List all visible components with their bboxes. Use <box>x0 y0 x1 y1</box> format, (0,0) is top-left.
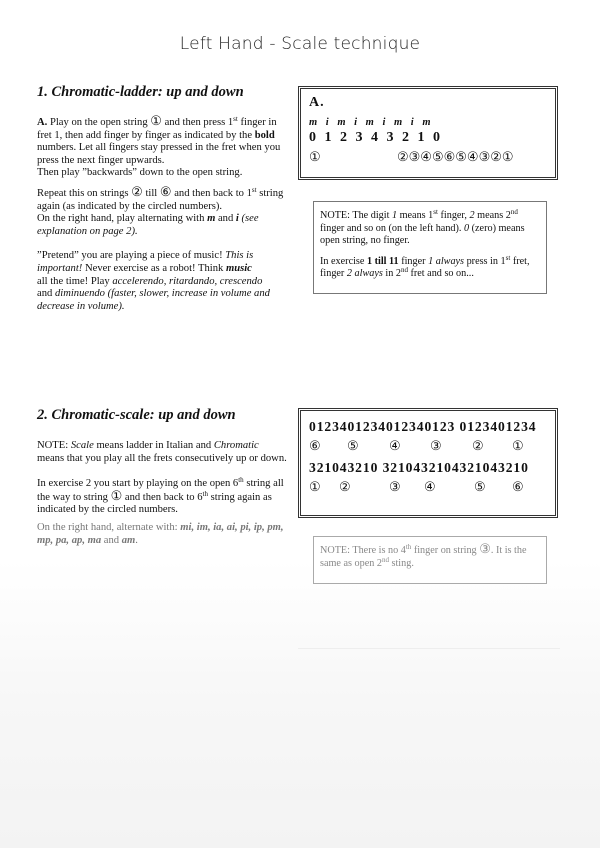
text: finger and so on (on the left hand). <box>320 222 464 234</box>
circled-string-number: ① <box>110 487 123 503</box>
text: sting. <box>388 557 414 569</box>
superscript: nd <box>400 266 408 275</box>
note-1-paragraph-2 <box>320 253 540 281</box>
section-1-paragraph-1 <box>37 113 287 180</box>
text: This is important! <box>37 250 254 274</box>
circled-string-number: ① <box>512 438 524 453</box>
text: and <box>215 213 236 225</box>
text: mi, im, ia, ai, pi, ip, pm, mp, pa, ap, ma <box>37 521 284 546</box>
section-2-paragraph-1 <box>37 440 287 465</box>
text: (zero) means open string, no finger. <box>320 222 525 247</box>
text: means 2 <box>474 210 511 221</box>
text: ”Pretend” you are playing a piece of music! <box>37 250 226 262</box>
text: NOTE: The digit <box>320 210 392 221</box>
note-box-1 <box>313 201 547 294</box>
text: 2 always <box>346 268 383 280</box>
text: Scale <box>70 440 94 451</box>
text: string again as indicated by the circled numbers. <box>37 491 272 516</box>
text: fret, finger <box>320 255 530 280</box>
text: (see explanation on page 2). <box>37 213 259 237</box>
circled-string-number: ⑤ <box>474 479 486 494</box>
section-2-paragraph-2 <box>37 478 287 517</box>
text: 1 always <box>428 255 465 267</box>
text: 1 till 11 <box>366 255 399 267</box>
right-hand-fingers: m i m i m i m i m <box>309 117 434 128</box>
text: accelerendo, ritardando, crescendo <box>112 275 263 287</box>
text: . <box>135 534 138 546</box>
superscript: nd <box>510 208 518 216</box>
string-circles-row-2 <box>309 479 547 497</box>
string-circles-row <box>309 149 547 165</box>
text: and <box>37 288 55 300</box>
superscript: th <box>405 543 412 551</box>
circled-string-number: ③ <box>430 438 442 453</box>
text: means 1 <box>397 210 434 221</box>
superscript: nd <box>381 555 389 564</box>
text: till <box>142 187 160 199</box>
faded-divider <box>298 648 560 651</box>
text: string all the way to string <box>37 478 284 503</box>
text: In exercise 2 you start by playing on the open 6 <box>37 478 239 490</box>
exercise-a-box-label: A. <box>309 95 325 110</box>
superscript: st <box>505 253 511 262</box>
string-circles-row-1 <box>309 438 547 456</box>
circled-string-number: ③ <box>389 479 401 494</box>
text: 2 <box>469 210 475 221</box>
section-2-paragraph-3 <box>37 522 287 547</box>
exercise-a-box <box>298 86 558 180</box>
text: Play on the open string <box>47 117 151 128</box>
text: means ladder in Italian and <box>93 440 214 451</box>
circled-string-number: ⑥ <box>512 479 524 494</box>
circled-string-number: ② <box>339 479 351 494</box>
text: Never exercise as a robot! Think <box>82 262 226 274</box>
section-1-heading: 1. Chromatic-ladder: up and down <box>37 84 244 100</box>
text: and then press 1 <box>161 117 234 128</box>
text: in 2 <box>382 268 401 280</box>
text: Chromatic <box>213 440 259 451</box>
text: string again (as indicated by the circled numbers). <box>37 187 284 212</box>
text: fret and so on... <box>407 268 474 280</box>
exercise-a-label: A. <box>37 117 48 128</box>
circled-string-start: ① <box>309 149 321 164</box>
page-title: Left Hand - Scale technique <box>179 34 421 54</box>
circled-string-number: ② <box>131 183 143 199</box>
text: finger in fret 1, then add finger by finger as indicated by the <box>37 117 277 141</box>
superscript: st <box>233 115 238 123</box>
text: press in 1 <box>464 255 506 267</box>
text: finger, <box>437 210 470 221</box>
text: 0 <box>464 222 470 234</box>
text: means that you play all the frets consecutively up or down. <box>37 452 287 464</box>
text: NOTE: There is no 4 <box>320 545 406 556</box>
exercise-2-box <box>298 408 558 518</box>
text: diminuendo (faster, slower, increase in volume and decrease in volume). <box>37 288 270 312</box>
text: and <box>101 534 122 546</box>
text: am <box>121 534 136 546</box>
finger-sequence-up: 012340123401234012​3 0123401234 <box>309 419 537 434</box>
text: finger <box>398 255 429 267</box>
superscript: st <box>251 185 257 194</box>
finger-m: m <box>207 213 216 225</box>
section-2-text <box>37 440 287 554</box>
text: music <box>225 262 252 274</box>
circled-string-number: ⑤ <box>347 438 359 453</box>
text: and then back to 1 <box>171 187 252 199</box>
superscript: th <box>238 476 244 485</box>
text: all the time! Play <box>37 275 113 287</box>
finger-i: i <box>235 213 239 225</box>
circled-string-number: ⑥ <box>309 438 321 453</box>
circled-strings-sequence: ②③④⑤⑥⑤④③②① <box>397 149 514 164</box>
left-hand-finger-numbers: 0 1 2 3 4 3 2 1 0 <box>309 130 443 145</box>
section-1-paragraph-2 <box>37 183 287 238</box>
note-1-paragraph-1 <box>320 210 540 248</box>
circled-string-number: ④ <box>424 479 436 494</box>
text: In exercise <box>320 255 367 267</box>
text: numbers. Let all fingers stay pressed in the fret when you press the next finger upwards. <box>37 142 281 166</box>
text: On the right hand, play alternating with <box>37 213 208 225</box>
section-2-heading: 2. Chromatic-scale: up and down <box>37 407 236 423</box>
circled-string-number: ⑥ <box>159 183 172 199</box>
text: Then play ”backwards” down to the open string. <box>37 167 243 179</box>
text: finger on string <box>411 545 480 556</box>
circled-string-number: ② <box>472 438 484 453</box>
circled-string-number: ① <box>309 479 321 494</box>
text: Repeat this on strings <box>37 187 132 199</box>
section-1-paragraph-3 <box>37 250 287 313</box>
circled-string-number: ④ <box>389 438 401 453</box>
circled-string-number: ③ <box>479 541 491 556</box>
bold-word: bold <box>254 129 275 141</box>
faded-content <box>37 645 157 657</box>
circled-string-number: ① <box>150 113 162 128</box>
text: . It is the same as open 2 <box>320 545 527 569</box>
text: and then back to 6 <box>122 491 203 503</box>
text: 1 <box>391 210 398 221</box>
note-box-2 <box>313 536 547 584</box>
section-1-text <box>37 113 287 320</box>
text: On the right hand, alternate with: <box>37 521 181 533</box>
superscript: st <box>433 208 438 216</box>
superscript: th <box>202 489 208 498</box>
text: NOTE: <box>37 440 71 451</box>
finger-sequence-down: 321043210 3210432104321043210 <box>309 460 529 475</box>
